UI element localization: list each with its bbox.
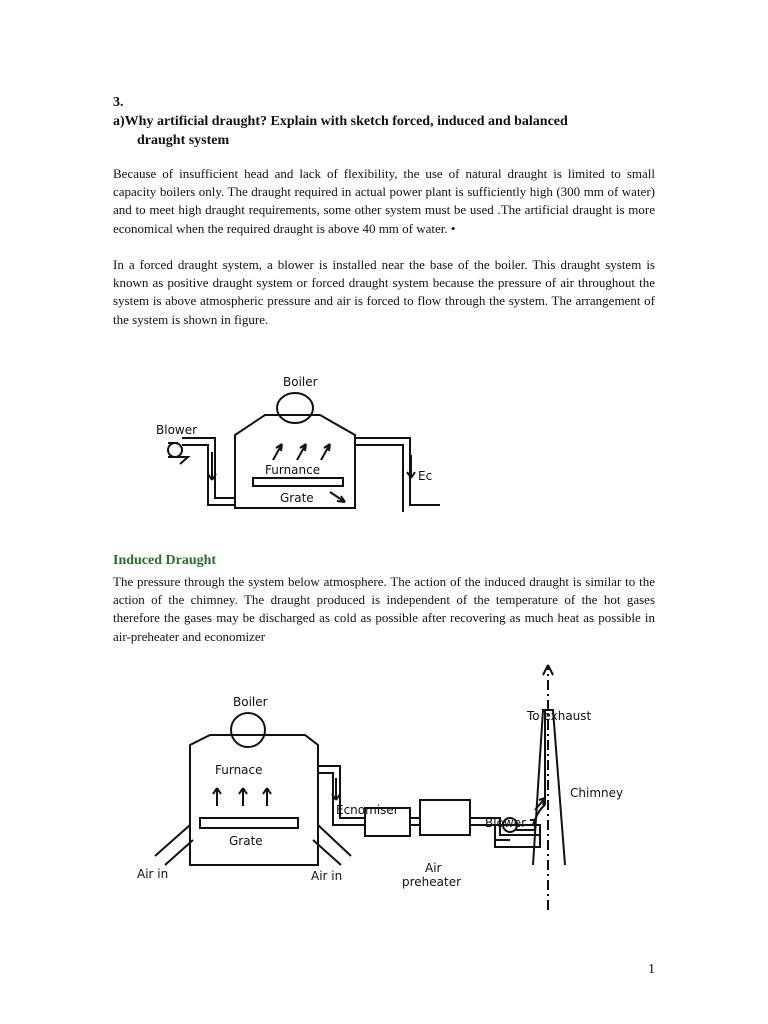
grate [253, 478, 343, 486]
blower-body [168, 443, 182, 457]
to-exhaust-label: To exhaust [527, 709, 592, 723]
air-preheater-label-2: preheater [402, 875, 462, 889]
air-in-left-label: Air in [137, 867, 169, 881]
forced-grate-label: Grate [280, 491, 314, 505]
question-title-line2: draught system [137, 133, 230, 148]
induced-draught-paragraph: The pressure through the system below atmosphere. The action of the induced draught is similar to the action of the chimney. The draught produced is independent of the temperature of the hot gases therefore the gases may be discharged as cold as possible after recovering as much heat as possible in air-preheater and economizer [113, 574, 655, 644]
chimney-label: Chimney [570, 786, 624, 800]
question-title [113, 112, 633, 150]
induced-grate-label: Grate [229, 834, 263, 848]
forced-boiler-label: Boiler [283, 375, 318, 389]
air-preheater-label-1: Air [425, 861, 442, 875]
air-duct [182, 438, 235, 505]
induced-blower-label: Blower [485, 816, 527, 830]
air-in-right-label: Air in [311, 869, 343, 883]
grate [200, 818, 298, 828]
air-preheater-box [420, 800, 470, 835]
induced-furnace-label: Furnace [215, 763, 263, 777]
boiler-drum [277, 393, 313, 423]
natural-draught-paragraph: Because of insufficient head and lack of flexibility, the use of natural draught is limited to small capacity boilers only. The draught required in actual power plant is sufficiently high (300 mm of water) and to meet high draught requirements, some other system must be used .The artificial draught is more economical when the required draught is above 40 mm of water. • [113, 166, 655, 236]
forced-draught-paragraph: In a forced draught system, a blower is installed near the base of the boiler. This draught system is known as positive draught system or forced draught system because the pressure of air throughout the system is above atmospheric pressure and air is forced to flow through the system. The arrangement of the system is shown in figure. [113, 257, 655, 327]
forced-blower-label: Blower [156, 423, 198, 437]
page-number: 1 [648, 962, 655, 977]
forced-ec-label: Ec [418, 469, 433, 483]
air-inlet-left [155, 825, 193, 865]
induced-boiler-label: Boiler [233, 695, 268, 709]
question-number: 3. [113, 95, 124, 110]
economiser-label: Ecnomiser [336, 803, 399, 817]
forced-draught-diagram [140, 360, 440, 520]
induced-draught-diagram [115, 660, 658, 910]
induced-draught-heading: Induced Draught [113, 553, 217, 568]
question-title-line1: a)Why artificial draught? Explain with sketch forced, induced and balanced [113, 114, 568, 129]
boiler-drum [231, 713, 265, 747]
forced-furnace-label: Furnance [265, 463, 321, 477]
